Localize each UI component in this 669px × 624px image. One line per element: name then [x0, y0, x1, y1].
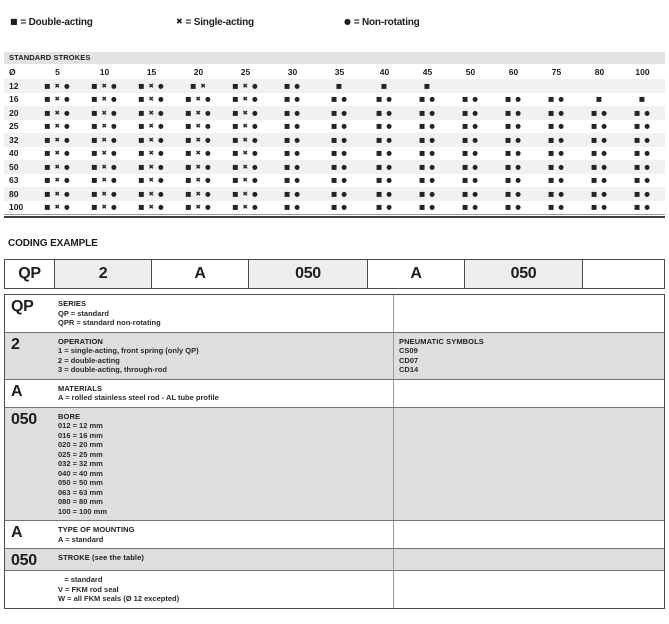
availability-cell: ■ ●: [376, 108, 393, 117]
availability-cell: ■ ●: [419, 189, 436, 198]
stroke-column-header: 20: [193, 66, 204, 77]
stroke-column-header: 60: [508, 66, 519, 77]
legend-label: = Non-rotating: [353, 17, 420, 28]
code-segment-box: 2: [55, 260, 152, 288]
availability-cell: ■ ●: [376, 162, 393, 171]
availability-cell: ■ ●: [462, 122, 479, 131]
explanation-right-column: [393, 571, 664, 608]
bore-label: 25: [9, 121, 19, 132]
explanation-right-column: [393, 333, 664, 379]
availability-cell: ■ ✖ ●: [91, 162, 118, 171]
strokes-row: [4, 93, 665, 107]
explanation-line: 016 = 16 mm: [58, 430, 103, 440]
availability-cell: ■ ●: [548, 189, 565, 198]
availability-cell: ■ ✖ ●: [232, 108, 259, 117]
availability-cell: ■ ●: [376, 176, 393, 185]
availability-cell: ■ ●: [548, 176, 565, 185]
stroke-column-header: 15: [146, 66, 157, 77]
availability-cell: ■ ●: [284, 189, 301, 198]
explanation-line: 025 = 25 mm: [58, 449, 103, 459]
legend-label: = Single-acting: [185, 17, 254, 28]
explanation-heading: SERIES: [58, 299, 87, 308]
availability-cell: ■ ✖ ●: [138, 149, 165, 158]
explanation-heading: BORE: [58, 411, 81, 421]
availability-cell: ■ ✖ ●: [138, 176, 165, 185]
availability-cell: ■ ●: [548, 122, 565, 131]
availability-cell: ■ ✖ ●: [185, 149, 212, 158]
explanation-description: [53, 549, 393, 570]
pneumatic-symbol-code: CD07: [399, 355, 419, 365]
availability-cell: ■ ✖ ●: [232, 203, 259, 212]
code-segment-box: A: [152, 260, 249, 288]
availability-cell: ■ ●: [331, 176, 348, 185]
availability-cell: ■ ●: [419, 95, 436, 104]
explanation-line: V = FKM rod seal: [58, 584, 119, 594]
availability-cell: ■ ✖ ●: [185, 203, 212, 212]
availability-cell: ■ ●: [376, 135, 393, 144]
availability-cell: ■ ●: [284, 122, 301, 131]
availability-cell: ■ ●: [331, 108, 348, 117]
availability-cell: ■ ●: [331, 95, 348, 104]
diameter-column-header: Ø: [9, 66, 16, 77]
double-acting-square-icon: ■: [10, 17, 18, 26]
availability-cell: ■ ✖ ●: [185, 122, 212, 131]
explanation-description: [53, 521, 393, 548]
explanation-row: [5, 570, 664, 608]
availability-cell: ■ ✖ ●: [44, 189, 71, 198]
symbol-legend: [4, 17, 665, 31]
legend-item-double-acting: [10, 17, 93, 28]
availability-cell: ■ ✖ ●: [91, 135, 118, 144]
availability-cell: ■ ●: [505, 203, 522, 212]
availability-cell: ■ ●: [284, 81, 301, 90]
code-segment-box: 050: [249, 260, 368, 288]
legend-item-single-acting: [176, 17, 254, 28]
availability-cell: ■ ●: [462, 162, 479, 171]
explanation-heading: MATERIALS: [58, 383, 103, 393]
availability-cell: ■ ●: [284, 162, 301, 171]
explanation-heading: OPERATION: [58, 336, 103, 346]
availability-cell: ■ ✖ ●: [138, 81, 165, 90]
bore-label: 80: [9, 188, 19, 199]
availability-cell: ■ ●: [284, 108, 301, 117]
availability-cell: ■ ✖ ●: [232, 81, 259, 90]
availability-cell: ■ ●: [419, 122, 436, 131]
stroke-column-header: 50: [465, 66, 476, 77]
availability-cell: ■ ✖ ●: [232, 176, 259, 185]
explanation-row: [5, 520, 664, 548]
availability-cell: ■ ●: [591, 162, 608, 171]
availability-cell: ■ ●: [284, 203, 301, 212]
availability-cell: ■ ✖ ●: [44, 108, 71, 117]
availability-cell: ■ ✖ ●: [91, 149, 118, 158]
availability-cell: ■ ●: [591, 189, 608, 198]
explanation-code: A: [11, 382, 23, 400]
availability-cell: ■ ●: [462, 95, 479, 104]
availability-cell: ■ ●: [548, 162, 565, 171]
pneumatic-symbols-heading: PNEUMATIC SYMBOLS: [399, 336, 484, 346]
explanation-line: 2 = double-acting: [58, 355, 120, 365]
availability-cell: ■ ●: [548, 203, 565, 212]
availability-cell: ■ ✖ ●: [91, 122, 118, 131]
availability-cell: ■ ●: [634, 203, 651, 212]
explanation-line: 050 = 50 mm: [58, 478, 103, 487]
explanation-row: [5, 548, 664, 570]
explanation-heading: STROKE (see the table): [58, 553, 144, 562]
availability-cell: ■ ●: [331, 149, 348, 158]
explanation-code: QP: [11, 298, 34, 315]
availability-cell: ■ ●: [419, 135, 436, 144]
availability-cell: ■ ✖ ●: [44, 135, 71, 144]
availability-cell: ■ ●: [591, 203, 608, 212]
availability-cell: ■ ✖ ●: [185, 189, 212, 198]
availability-cell: ■ ✖ ●: [44, 149, 71, 158]
availability-cell: ■ ●: [331, 189, 348, 198]
availability-cell: ■ ●: [462, 203, 479, 212]
explanation-code: [5, 571, 53, 608]
availability-cell: ■ ●: [505, 122, 522, 131]
stroke-column-header: 30: [287, 66, 298, 77]
explanation-row: [5, 332, 664, 379]
stroke-column-header: 40: [379, 66, 390, 77]
strokes-body: [4, 79, 665, 215]
bore-label: 40: [9, 148, 19, 159]
explanation-line: 1 = single-acting, front spring (only QP): [58, 346, 199, 355]
catalog-page: [0, 17, 669, 624]
availability-cell: ■ ✖ ●: [232, 122, 259, 131]
bore-label: 32: [9, 134, 19, 145]
availability-cell: ■ ✖ ●: [232, 149, 259, 158]
availability-cell: ■ ●: [634, 189, 651, 198]
availability-cell: ■ ✖ ●: [44, 162, 71, 171]
availability-cell: ■ ✖ ●: [91, 108, 118, 117]
availability-cell: ■ ●: [462, 108, 479, 117]
explanation-code: A: [11, 524, 23, 541]
explanation-heading: TYPE OF MOUNTING: [58, 525, 135, 534]
availability-cell: ■ ✖ ●: [232, 162, 259, 171]
availability-cell: ■ ✖ ●: [44, 122, 71, 131]
explanation-code: 2: [11, 335, 20, 353]
availability-cell: ■ ●: [376, 122, 393, 131]
explanation-description: [53, 408, 393, 521]
explanation-line: 020 = 20 mm: [58, 440, 103, 449]
explanation-line: QPR = standard non-rotating: [58, 318, 161, 327]
code-segment-box: A: [368, 260, 465, 288]
stroke-column-header: 80: [594, 66, 605, 77]
strokes-row: [4, 133, 665, 147]
stroke-column-header: 10: [99, 66, 110, 77]
availability-cell: ■ ●: [548, 135, 565, 144]
availability-cell: ■ ✖ ●: [138, 203, 165, 212]
bore-label: 16: [9, 94, 19, 105]
explanation-line: 3 = double-acting, through-rod: [58, 365, 167, 374]
explanation-row: [5, 379, 664, 407]
availability-cell: ■ ✖ ●: [232, 135, 259, 144]
explanation-line: = standard: [58, 575, 103, 584]
explanation-row: [5, 407, 664, 521]
availability-cell: ■ ●: [634, 135, 651, 144]
availability-cell: ■ ●: [419, 149, 436, 158]
availability-cell: ■ ●: [462, 176, 479, 185]
availability-cell: ■ ●: [634, 149, 651, 158]
availability-cell: ■ ●: [284, 135, 301, 144]
explanation-code: 050: [11, 410, 37, 428]
stroke-column-header: 100: [635, 66, 650, 77]
explanation-description: [53, 295, 393, 332]
availability-cell: ■: [638, 95, 647, 104]
availability-cell: ■ ✖ ●: [138, 95, 165, 104]
availability-cell: ■ ●: [331, 135, 348, 144]
availability-cell: ■ ●: [505, 176, 522, 185]
explanation-line: 040 = 40 mm: [58, 468, 103, 478]
availability-cell: ■ ●: [591, 108, 608, 117]
availability-cell: ■ ✖: [190, 81, 207, 90]
stroke-column-header: 35: [334, 66, 345, 77]
availability-cell: ■: [595, 95, 604, 104]
explanation-right-column: [393, 521, 664, 548]
availability-cell: ■ ✖ ●: [185, 95, 212, 104]
strokes-table-title: STANDARD STROKES: [4, 52, 665, 64]
availability-cell: ■ ●: [548, 95, 565, 104]
explanation-right-column: [393, 549, 664, 570]
standard-strokes-table: [4, 52, 665, 218]
availability-cell: ■ ●: [548, 149, 565, 158]
coding-example-boxes: [4, 259, 665, 289]
strokes-row: [4, 120, 665, 134]
bore-label: 100: [9, 202, 24, 213]
explanation-description: [53, 333, 393, 379]
explanation-line: 032 = 32 mm: [58, 459, 103, 468]
availability-cell: ■ ✖ ●: [138, 122, 165, 131]
single-acting-cross-icon: ✖: [176, 17, 183, 26]
pneumatic-symbol-code: CD14: [399, 365, 419, 374]
availability-cell: ■ ✖ ●: [91, 95, 118, 104]
availability-cell: ■ ●: [419, 176, 436, 185]
availability-cell: ■ ✖ ●: [91, 189, 118, 198]
availability-cell: ■ ●: [376, 203, 393, 212]
pneumatic-symbol-code: CS09: [399, 346, 418, 355]
coding-example-title: CODING EXAMPLE: [8, 238, 98, 249]
explanation-code: 050: [11, 552, 37, 569]
code-segment-box: QP: [5, 260, 55, 288]
availability-cell: ■ ●: [331, 203, 348, 212]
availability-cell: ■ ✖ ●: [185, 176, 212, 185]
availability-cell: ■ ●: [331, 122, 348, 131]
availability-cell: ■ ●: [505, 135, 522, 144]
availability-cell: ■ ●: [419, 162, 436, 171]
availability-cell: ■ ●: [505, 108, 522, 117]
legend-item-non-rotating: [344, 17, 420, 28]
availability-cell: ■ ●: [634, 122, 651, 131]
explanation-line: W = all FKM seals (Ø 12 excepted): [58, 594, 180, 603]
availability-cell: ■: [335, 81, 344, 90]
availability-cell: ■ ●: [284, 95, 301, 104]
availability-cell: ■ ●: [505, 95, 522, 104]
availability-cell: ■ ●: [284, 149, 301, 158]
availability-cell: ■ ✖ ●: [91, 81, 118, 90]
explanation-line: 080 = 80 mm: [58, 497, 103, 506]
availability-cell: ■ ✖ ●: [185, 135, 212, 144]
non-rotating-dot-icon: ●: [344, 17, 351, 26]
availability-cell: ■ ●: [548, 108, 565, 117]
availability-cell: ■ ✖ ●: [232, 95, 259, 104]
stroke-column-header: 75: [551, 66, 562, 77]
availability-cell: ■ ●: [591, 176, 608, 185]
explanation-right-column: [393, 408, 664, 521]
explanation-description: [53, 380, 393, 407]
availability-cell: ■ ●: [462, 135, 479, 144]
availability-cell: ■ ✖ ●: [138, 162, 165, 171]
availability-cell: ■ ●: [634, 108, 651, 117]
availability-cell: ■ ●: [462, 149, 479, 158]
explanation-line: 063 = 63 mm: [58, 487, 103, 497]
availability-cell: ■ ●: [505, 189, 522, 198]
availability-cell: ■ ●: [634, 176, 651, 185]
bore-label: 50: [9, 161, 19, 172]
availability-cell: ■ ✖ ●: [91, 203, 118, 212]
availability-cell: ■ ●: [376, 149, 393, 158]
table-bottom-rule: [4, 216, 665, 218]
legend-label: = Double-acting: [20, 17, 93, 28]
availability-cell: ■ ✖ ●: [44, 176, 71, 185]
availability-cell: ■ ✖ ●: [91, 176, 118, 185]
coding-explanation-table: [4, 294, 665, 609]
explanation-line: A = standard: [58, 534, 104, 544]
strokes-header-row: [4, 64, 665, 79]
availability-cell: ■ ●: [284, 176, 301, 185]
availability-cell: ■ ✖ ●: [138, 135, 165, 144]
strokes-row: [4, 79, 665, 93]
availability-cell: ■ ●: [462, 189, 479, 198]
availability-cell: ■ ●: [591, 149, 608, 158]
strokes-row: [4, 160, 665, 174]
availability-cell: ■ ●: [591, 122, 608, 131]
stroke-column-header: 45: [422, 66, 433, 77]
explanation-row: [5, 295, 664, 332]
strokes-row: [4, 106, 665, 120]
bore-label: 12: [9, 80, 19, 91]
explanation-description: [53, 571, 393, 608]
explanation-line: QP = standard: [58, 308, 109, 318]
availability-cell: ■ ✖ ●: [232, 189, 259, 198]
strokes-row: [4, 174, 665, 188]
explanation-line: 012 = 12 mm: [58, 421, 103, 430]
availability-cell: ■: [380, 81, 389, 90]
explanation-line: 100 = 100 mm: [58, 506, 107, 516]
availability-cell: ■ ✖ ●: [185, 162, 212, 171]
bore-label: 20: [9, 107, 19, 118]
availability-cell: ■ ✖ ●: [138, 108, 165, 117]
availability-cell: ■ ✖ ●: [185, 108, 212, 117]
bore-label: 63: [9, 175, 19, 186]
availability-cell: ■ ●: [591, 135, 608, 144]
availability-cell: ■ ●: [505, 162, 522, 171]
availability-cell: ■ ●: [419, 203, 436, 212]
strokes-row: [4, 187, 665, 201]
stroke-column-header: 25: [240, 66, 251, 77]
availability-cell: ■ ✖ ●: [44, 203, 71, 212]
availability-cell: ■ ✖ ●: [44, 95, 71, 104]
code-segment-box: 050: [465, 260, 583, 288]
availability-cell: ■ ●: [376, 95, 393, 104]
availability-cell: ■ ●: [376, 189, 393, 198]
availability-cell: ■ ✖ ●: [138, 189, 165, 198]
strokes-row: [4, 201, 665, 215]
availability-cell: ■ ●: [634, 162, 651, 171]
availability-cell: ■ ●: [419, 108, 436, 117]
code-segment-box: [583, 260, 664, 288]
explanation-right-column: [393, 295, 664, 332]
strokes-row: [4, 147, 665, 161]
availability-cell: ■ ●: [331, 162, 348, 171]
availability-cell: ■ ✖ ●: [44, 81, 71, 90]
explanation-line: A = rolled stainless steel rod - AL tube profile: [58, 393, 219, 402]
content-column: [4, 17, 665, 609]
availability-cell: ■: [423, 81, 432, 90]
stroke-column-header: 5: [55, 66, 60, 77]
availability-cell: ■ ●: [505, 149, 522, 158]
explanation-right-column: [393, 380, 664, 407]
